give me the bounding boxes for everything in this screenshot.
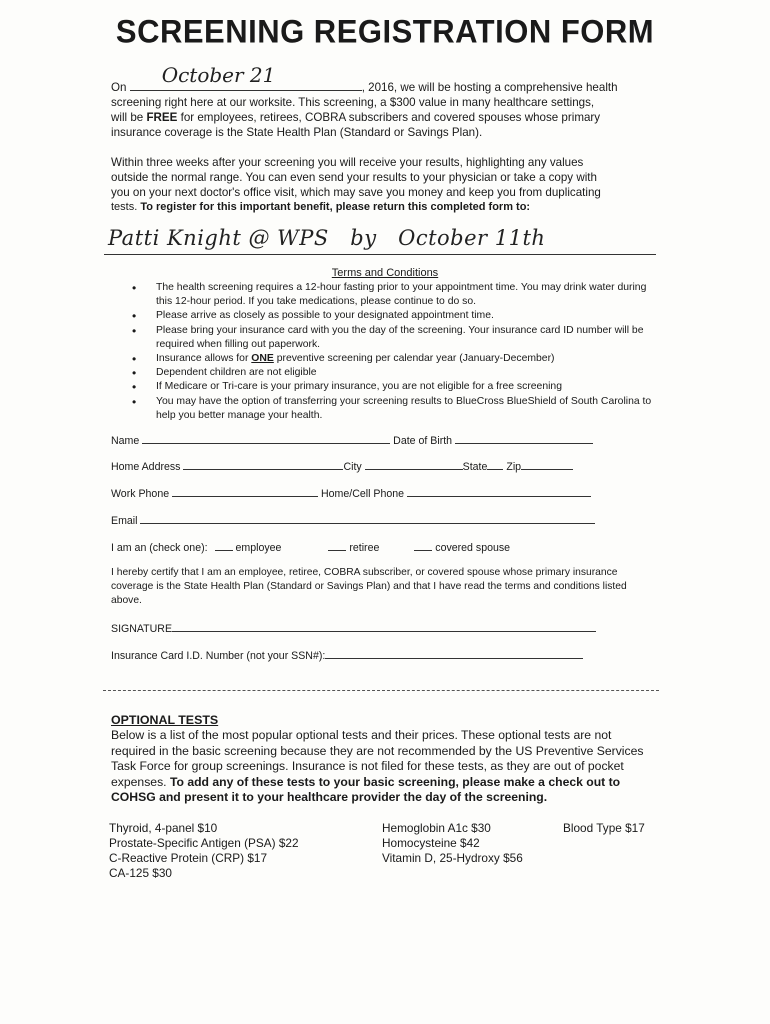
- email-input[interactable]: [140, 513, 595, 524]
- test-item: Blood Type $17: [563, 821, 645, 835]
- tests-column-3: [563, 821, 645, 836]
- test-item: Thyroid, 4-panel $10: [109, 821, 218, 835]
- intro-line2: screening right here at our worksite. This screening, a $300 value in many healthcare settings,: [111, 96, 595, 109]
- zip-input[interactable]: [521, 459, 573, 470]
- insurance-id-input[interactable]: [325, 648, 583, 659]
- free-emphasis: FREE: [146, 111, 178, 124]
- results-line4: tests. To register for this important benefit, please return this completed form to:: [111, 201, 531, 213]
- term-item: • You may have the option of transferring your screening results to BlueCross BlueShield of South Carolina to help you better manage your health.: [132, 395, 652, 423]
- name-label: Name: [111, 435, 140, 447]
- test-item: Homocysteine $42: [382, 836, 480, 850]
- address-row: [111, 459, 573, 473]
- term-item: • Please bring your insurance card with you the day of the screening. Your insurance card ID number will be required when filling out paperwork.: [132, 324, 652, 352]
- tests-column-2: [382, 821, 523, 866]
- cut-line-divider: [103, 690, 659, 691]
- term-item: • Please arrive as closely as possible to your designated appointment time.: [132, 309, 652, 323]
- zip-label: Zip: [506, 461, 522, 473]
- state-label: State: [462, 461, 488, 473]
- tests-column-1: [109, 821, 299, 881]
- register-instruction: To register for this important benefit, please return this completed form to:: [140, 201, 531, 213]
- state-input[interactable]: [487, 459, 503, 470]
- city-input[interactable]: [365, 459, 463, 470]
- signature-input[interactable]: [172, 621, 596, 632]
- term-item: • The health screening requires a 12-hour fasting prior to your appointment time. You may drink water during this 12-hour period. If you take medications, please continue to do so.: [132, 281, 652, 309]
- retiree-label: retiree: [349, 542, 380, 554]
- check-one-label: I am an (check one):: [111, 542, 208, 554]
- work-phone-input[interactable]: [172, 486, 318, 497]
- form-title: SCREENING REGISTRATION FORM: [115, 13, 655, 50]
- work-phone-label: Work Phone: [111, 488, 170, 500]
- term-item: • Insurance allows for ONE preventive screening per calendar year (January-December): [132, 352, 652, 366]
- date-field[interactable]: [130, 63, 362, 91]
- results-line1: Within three weeks after your screening you will receive your results, highlighting any values: [111, 156, 584, 169]
- email-label: Email: [111, 515, 138, 527]
- results-line2: outside the normal range. You can even send your results to your physician or take a copy with: [111, 171, 597, 184]
- home-cell-label: Home/Cell Phone: [321, 488, 405, 500]
- optional-instruction: To add any of these tests to your basic screening, please make a check out to COHSG and present it to your healthcare provider the day of the screening.: [111, 774, 621, 805]
- city-label: City: [343, 461, 362, 473]
- terms-list-container: [132, 281, 652, 423]
- dob-label: Date of Birth: [393, 435, 453, 447]
- home-address-label: Home Address: [111, 461, 181, 473]
- intro-after-date: , 2016, we will be hosting a comprehensive health: [361, 81, 618, 94]
- test-item: Hemoglobin A1c $30: [382, 821, 491, 835]
- dob-input[interactable]: [455, 433, 593, 444]
- return-to-field[interactable]: [104, 222, 656, 255]
- results-line3: you on your next doctor's office visit, which may save you money and keep you from duplicating: [111, 186, 601, 199]
- home-cell-input[interactable]: [407, 486, 591, 497]
- employee-checkbox[interactable]: [215, 540, 233, 551]
- return-to-handwritten: Patti Knight @ WPS by October 11th: [108, 226, 546, 250]
- test-item: CA-125 $30: [109, 866, 172, 880]
- intro-line3: will be FREE for employees, retirees, COBRA subscribers and covered spouses whose primary: [111, 111, 601, 124]
- retiree-checkbox[interactable]: [328, 540, 346, 551]
- terms-title: Terms and Conditions: [331, 267, 439, 279]
- covered-spouse-label: covered spouse: [435, 542, 511, 554]
- optional-tests-title: OPTIONAL TESTS: [111, 713, 219, 727]
- home-address-input[interactable]: [183, 459, 343, 470]
- insurance-id-row: [111, 648, 583, 662]
- insurance-id-label: Insurance Card I.D. Number (not your SSN#):: [111, 650, 326, 662]
- term-item: • If Medicare or Tri-care is your primary insurance, you are not eligible for a free screening: [132, 380, 652, 394]
- results-paragraph: [111, 155, 656, 215]
- employee-label: employee: [235, 542, 282, 554]
- certification-text: I hereby certify that I am an employee, retiree, COBRA subscriber, or covered spouse whose primary insurance coverage is the State Health Plan (Standard or Savings Plan) and that I have read the terms and conditions listed above.: [111, 567, 627, 606]
- test-item: Prostate-Specific Antigen (PSA) $22: [109, 836, 299, 850]
- signature-label: SIGNATURE: [111, 623, 173, 635]
- check-one-row: [111, 540, 510, 554]
- test-item: C-Reactive Protein (CRP) $17: [109, 851, 268, 865]
- signature-row: [111, 621, 596, 635]
- email-row: [111, 513, 595, 527]
- name-input[interactable]: [142, 433, 390, 444]
- date-handwritten: October 21: [161, 63, 276, 87]
- name-row: [111, 433, 593, 447]
- one-emphasis: ONE: [251, 353, 274, 365]
- term-item: • Dependent children are not eligible: [132, 366, 652, 380]
- intro-on: On: [111, 81, 127, 94]
- terms-list: [132, 281, 652, 423]
- test-item: Vitamin D, 25-Hydroxy $56: [382, 851, 523, 865]
- optional-tests-paragraph: Below is a list of the most popular optional tests and their prices. These optional tests are not required in the basic screening because they are not recommended by the US Preventive Services Task Force for group screenings. Insurance is not filed for these tests, as they are out of pocket expenses. To add any of these tests to your basic screening, please make a check out to COHSG and present it to your healthcare provider the day of the screening.: [111, 728, 644, 805]
- phone-row: [111, 486, 591, 500]
- covered-spouse-checkbox[interactable]: [414, 540, 432, 551]
- intro-line4: insurance coverage is the State Health Plan (Standard or Savings Plan).: [111, 126, 483, 139]
- intro-paragraph: [111, 63, 656, 140]
